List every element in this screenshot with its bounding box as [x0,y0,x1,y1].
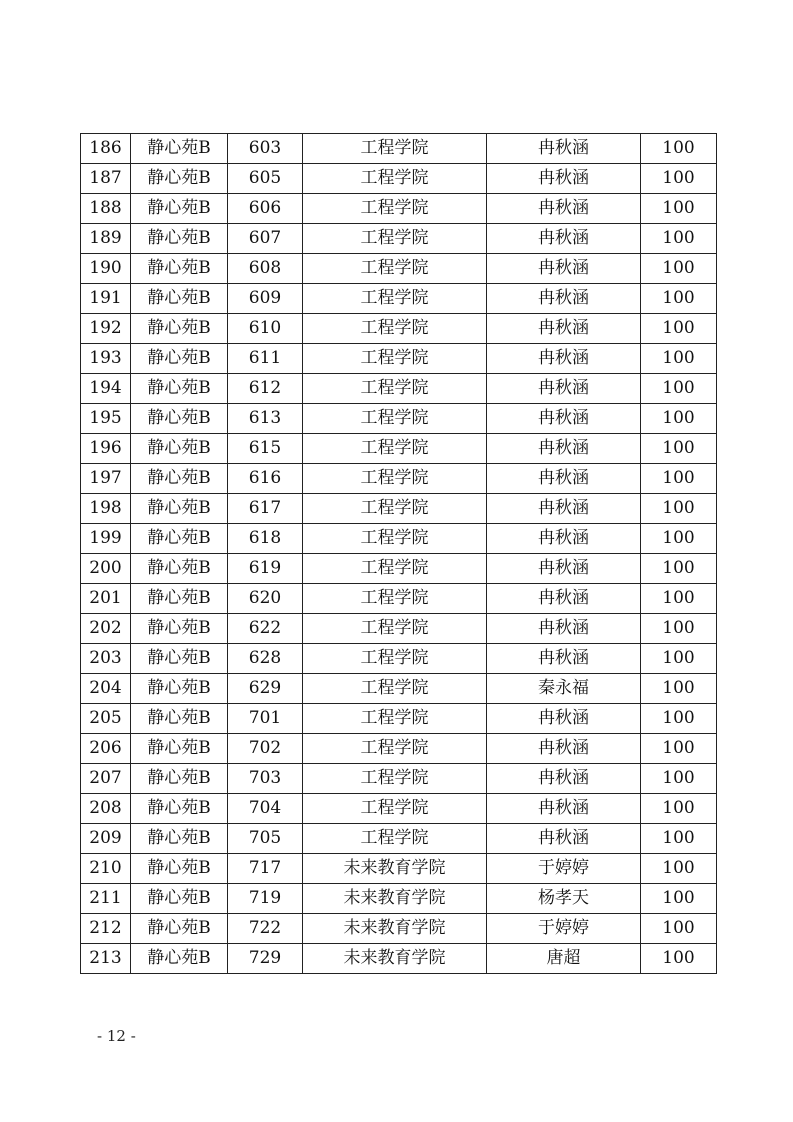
row-index-cell: 212 [81,914,131,944]
contact-name-cell: 冉秋涵 [487,314,641,344]
row-index-cell: 199 [81,524,131,554]
contact-name-cell: 冉秋涵 [487,284,641,314]
score-cell: 100 [641,194,717,224]
score-cell: 100 [641,614,717,644]
room-number-cell: 702 [228,734,303,764]
row-index-cell: 197 [81,464,131,494]
table-row [81,794,717,824]
row-index-cell: 192 [81,314,131,344]
contact-name-cell: 冉秋涵 [487,254,641,284]
row-index-cell: 195 [81,404,131,434]
row-index-cell: 211 [81,884,131,914]
college-cell: 工程学院 [303,464,487,494]
score-cell: 100 [641,674,717,704]
building-cell: 静心苑B [131,944,228,974]
contact-name-cell: 唐超 [487,944,641,974]
building-cell: 静心苑B [131,254,228,284]
college-cell: 未来教育学院 [303,854,487,884]
college-cell: 工程学院 [303,794,487,824]
score-cell: 100 [641,824,717,854]
room-number-cell: 607 [228,224,303,254]
score-cell: 100 [641,224,717,254]
row-index-cell: 203 [81,644,131,674]
page-number: - 12 - [97,1027,136,1045]
score-cell: 100 [641,494,717,524]
building-cell: 静心苑B [131,494,228,524]
table-row [81,734,717,764]
college-cell: 未来教育学院 [303,944,487,974]
row-index-cell: 190 [81,254,131,284]
building-cell: 静心苑B [131,374,228,404]
college-cell: 工程学院 [303,284,487,314]
room-number-cell: 606 [228,194,303,224]
score-cell: 100 [641,794,717,824]
building-cell: 静心苑B [131,824,228,854]
score-cell: 100 [641,524,717,554]
college-cell: 工程学院 [303,404,487,434]
college-cell: 工程学院 [303,644,487,674]
college-cell: 工程学院 [303,314,487,344]
college-cell: 工程学院 [303,374,487,404]
room-number-cell: 705 [228,824,303,854]
college-cell: 工程学院 [303,674,487,704]
contact-name-cell: 冉秋涵 [487,464,641,494]
row-index-cell: 208 [81,794,131,824]
building-cell: 静心苑B [131,524,228,554]
row-index-cell: 207 [81,764,131,794]
room-number-cell: 703 [228,764,303,794]
contact-name-cell: 于婷婷 [487,914,641,944]
contact-name-cell: 冉秋涵 [487,524,641,554]
college-cell: 工程学院 [303,764,487,794]
table-row [81,404,717,434]
dormitory-score-table [80,133,717,974]
table-row [81,884,717,914]
room-number-cell: 618 [228,524,303,554]
contact-name-cell: 冉秋涵 [487,344,641,374]
building-cell: 静心苑B [131,554,228,584]
score-cell: 100 [641,914,717,944]
building-cell: 静心苑B [131,194,228,224]
college-cell: 工程学院 [303,344,487,374]
building-cell: 静心苑B [131,764,228,794]
row-index-cell: 202 [81,614,131,644]
building-cell: 静心苑B [131,734,228,764]
row-index-cell: 188 [81,194,131,224]
row-index-cell: 187 [81,164,131,194]
table-row [81,344,717,374]
score-cell: 100 [641,134,717,164]
building-cell: 静心苑B [131,914,228,944]
contact-name-cell: 冉秋涵 [487,644,641,674]
building-cell: 静心苑B [131,464,228,494]
table-row [81,674,717,704]
college-cell: 工程学院 [303,704,487,734]
building-cell: 静心苑B [131,134,228,164]
college-cell: 工程学院 [303,254,487,284]
row-index-cell: 209 [81,824,131,854]
building-cell: 静心苑B [131,884,228,914]
college-cell: 工程学院 [303,134,487,164]
college-cell: 工程学院 [303,494,487,524]
college-cell: 工程学院 [303,164,487,194]
college-cell: 工程学院 [303,584,487,614]
room-number-cell: 603 [228,134,303,164]
table-row [81,314,717,344]
row-index-cell: 206 [81,734,131,764]
room-number-cell: 613 [228,404,303,434]
contact-name-cell: 冉秋涵 [487,614,641,644]
room-number-cell: 719 [228,884,303,914]
room-number-cell: 609 [228,284,303,314]
building-cell: 静心苑B [131,614,228,644]
room-number-cell: 616 [228,464,303,494]
table-row [81,164,717,194]
contact-name-cell: 冉秋涵 [487,404,641,434]
room-number-cell: 717 [228,854,303,884]
room-number-cell: 617 [228,494,303,524]
score-cell: 100 [641,344,717,374]
score-cell: 100 [641,884,717,914]
contact-name-cell: 杨孝天 [487,884,641,914]
college-cell: 工程学院 [303,614,487,644]
building-cell: 静心苑B [131,434,228,464]
building-cell: 静心苑B [131,644,228,674]
row-index-cell: 194 [81,374,131,404]
room-number-cell: 605 [228,164,303,194]
score-cell: 100 [641,434,717,464]
college-cell: 工程学院 [303,554,487,584]
room-number-cell: 612 [228,374,303,404]
college-cell: 未来教育学院 [303,884,487,914]
table-row [81,464,717,494]
row-index-cell: 189 [81,224,131,254]
table-row [81,944,717,974]
building-cell: 静心苑B [131,314,228,344]
score-cell: 100 [641,404,717,434]
contact-name-cell: 冉秋涵 [487,554,641,584]
table-row [81,284,717,314]
table-row [81,914,717,944]
building-cell: 静心苑B [131,674,228,704]
score-cell: 100 [641,584,717,614]
college-cell: 工程学院 [303,434,487,464]
college-cell: 未来教育学院 [303,914,487,944]
contact-name-cell: 冉秋涵 [487,434,641,464]
table-row [81,704,717,734]
table-row [81,194,717,224]
table-row [81,854,717,884]
room-number-cell: 610 [228,314,303,344]
table-row [81,224,717,254]
score-cell: 100 [641,284,717,314]
building-cell: 静心苑B [131,344,228,374]
table-row [81,374,717,404]
room-number-cell: 615 [228,434,303,464]
row-index-cell: 200 [81,554,131,584]
college-cell: 工程学院 [303,734,487,764]
room-number-cell: 622 [228,614,303,644]
table-row [81,554,717,584]
score-cell: 100 [641,164,717,194]
room-number-cell: 701 [228,704,303,734]
contact-name-cell: 冉秋涵 [487,494,641,524]
table-row [81,764,717,794]
table-row [81,584,717,614]
score-cell: 100 [641,254,717,284]
score-cell: 100 [641,374,717,404]
room-number-cell: 608 [228,254,303,284]
score-cell: 100 [641,554,717,584]
row-index-cell: 205 [81,704,131,734]
building-cell: 静心苑B [131,404,228,434]
contact-name-cell: 冉秋涵 [487,764,641,794]
room-number-cell: 611 [228,344,303,374]
college-cell: 工程学院 [303,824,487,854]
row-index-cell: 210 [81,854,131,884]
table-row [81,254,717,284]
contact-name-cell: 冉秋涵 [487,164,641,194]
table-row [81,614,717,644]
college-cell: 工程学院 [303,194,487,224]
score-cell: 100 [641,944,717,974]
contact-name-cell: 冉秋涵 [487,584,641,614]
contact-name-cell: 冉秋涵 [487,824,641,854]
row-index-cell: 193 [81,344,131,374]
table-row [81,824,717,854]
college-cell: 工程学院 [303,524,487,554]
contact-name-cell: 冉秋涵 [487,794,641,824]
score-cell: 100 [641,764,717,794]
row-index-cell: 191 [81,284,131,314]
college-cell: 工程学院 [303,224,487,254]
contact-name-cell: 冉秋涵 [487,134,641,164]
contact-name-cell: 秦永福 [487,674,641,704]
building-cell: 静心苑B [131,284,228,314]
room-number-cell: 620 [228,584,303,614]
row-index-cell: 213 [81,944,131,974]
score-cell: 100 [641,734,717,764]
contact-name-cell: 冉秋涵 [487,734,641,764]
room-number-cell: 628 [228,644,303,674]
building-cell: 静心苑B [131,854,228,884]
contact-name-cell: 冉秋涵 [487,374,641,404]
score-cell: 100 [641,854,717,884]
building-cell: 静心苑B [131,704,228,734]
table-row [81,524,717,554]
room-number-cell: 722 [228,914,303,944]
row-index-cell: 201 [81,584,131,614]
table-row [81,134,717,164]
table-row [81,494,717,524]
table-row [81,644,717,674]
room-number-cell: 704 [228,794,303,824]
building-cell: 静心苑B [131,224,228,254]
score-cell: 100 [641,314,717,344]
room-number-cell: 619 [228,554,303,584]
score-cell: 100 [641,704,717,734]
table-body [81,134,717,974]
building-cell: 静心苑B [131,584,228,614]
row-index-cell: 198 [81,494,131,524]
table-row [81,434,717,464]
score-cell: 100 [641,644,717,674]
contact-name-cell: 于婷婷 [487,854,641,884]
contact-name-cell: 冉秋涵 [487,224,641,254]
row-index-cell: 186 [81,134,131,164]
room-number-cell: 729 [228,944,303,974]
score-cell: 100 [641,464,717,494]
row-index-cell: 204 [81,674,131,704]
contact-name-cell: 冉秋涵 [487,194,641,224]
row-index-cell: 196 [81,434,131,464]
contact-name-cell: 冉秋涵 [487,704,641,734]
room-number-cell: 629 [228,674,303,704]
building-cell: 静心苑B [131,164,228,194]
building-cell: 静心苑B [131,794,228,824]
